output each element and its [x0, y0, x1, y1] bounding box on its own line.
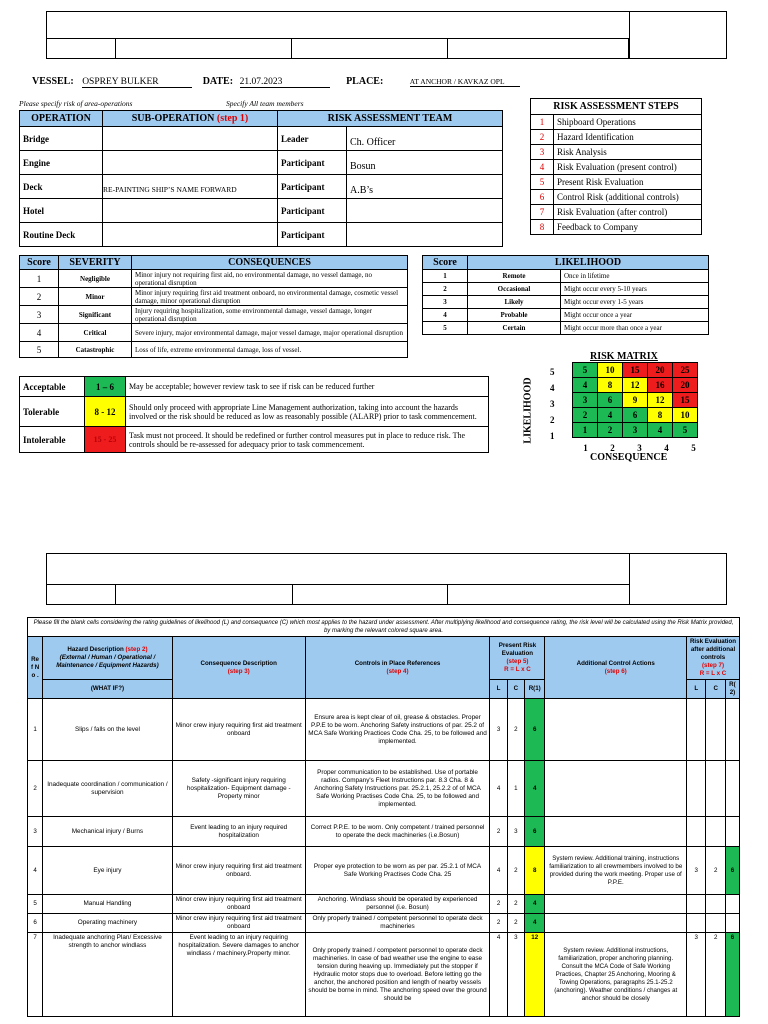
consequence-cell: Minor crew injury requiring first aid treatment onboard [172, 895, 305, 914]
sub-op [103, 151, 278, 175]
likelihood-header: LIKELIHOOD [468, 256, 709, 270]
matrix-cell: 9 [623, 393, 648, 408]
hazard-cell: Inadequate coordination / communication / supervision [43, 761, 173, 817]
steps-title: RISK ASSESSMENT STEPS [531, 99, 702, 115]
additional-actions-cell[interactable] [545, 914, 687, 933]
C2-cell[interactable] [706, 699, 725, 761]
ref-cell: 7 [28, 933, 43, 1017]
ref-cell: 2 [28, 761, 43, 817]
R1-cell: 12 [524, 933, 545, 1017]
matrix-col-label: 2 [610, 443, 615, 453]
R2-cell [725, 761, 739, 817]
ref-header: Re f No . [28, 637, 43, 699]
L2-cell[interactable] [687, 817, 706, 847]
operations-table [19, 110, 503, 247]
severity-name: Catastrophic [59, 342, 132, 358]
acceptability-desc: Should only proceed with appropriate Line Management authorization, taking into account the hazards involved or the risk should be reduced as low as reasonably possible (ALARP) prior to task commencement. [126, 397, 489, 427]
likelihood-table [422, 255, 709, 335]
R1-cell: 6 [524, 699, 545, 761]
hazard-row [28, 761, 740, 817]
step-label: Risk Analysis [554, 145, 702, 160]
severity-score: 4 [20, 324, 59, 342]
C2-cell[interactable] [706, 761, 725, 817]
likelihood-score: 2 [423, 283, 468, 296]
controls-cell: Correct P.P.E. to be worn. Only competent / trained personnel to operate the deck machineries (i.e.Bosun) [305, 817, 490, 847]
additional-actions-cell[interactable] [545, 817, 687, 847]
top-header-box [46, 11, 727, 59]
sub-op[interactable]: RE-PAINTING SHIP’S NAME FORWARD [103, 175, 278, 199]
matrix-col-label: 5 [691, 443, 696, 453]
likelihood-name: Occasional [468, 283, 561, 296]
L-cell[interactable]: 4 [490, 933, 507, 1017]
likelihood-desc: Might occur every 1-5 years [561, 296, 709, 309]
severity-score: 3 [20, 306, 59, 324]
risk-matrix-title: RISK MATRIX [590, 351, 658, 362]
acceptability-level: Acceptable [20, 377, 85, 397]
likelihood-desc: Might occur every 5-10 years [561, 283, 709, 296]
place-value: AT ANCHOR / KAVKAZ OPL [410, 77, 520, 87]
likelihood-desc: Might occur more than once a year [561, 322, 709, 335]
team-role: Participant [278, 199, 347, 223]
severity-desc: Minor injury not requiring first aid, no environmental damage, no vessel damage, no operational disruption [132, 270, 408, 288]
R2-cell [725, 817, 739, 847]
C2-header: C [706, 680, 725, 699]
matrix-row-label: 3 [550, 399, 555, 409]
matrix-row-label: 4 [550, 383, 555, 393]
matrix-cell: 4 [573, 378, 598, 393]
likelihood-name: Probable [468, 309, 561, 322]
acceptability-range: 1 – 6 [85, 377, 126, 397]
L2-cell[interactable] [687, 895, 706, 914]
place-label: PLACE: [346, 76, 384, 87]
severity-name: Critical [59, 324, 132, 342]
team-role: Leader [278, 127, 347, 151]
acceptability-level: Tolerable [20, 397, 85, 427]
consequence-cell: Event leading to an injury requiring hospitalization. Severe damages to anchor windlass / machinery.Property minor. [172, 933, 305, 1017]
matrix-cell: 8 [648, 408, 673, 423]
controls-cell: Anchoring. Windlass should be operated by experienced personnel (i.e. Bosun) [305, 895, 490, 914]
hazard-row [28, 699, 740, 761]
risk-matrix [572, 362, 698, 438]
step-number: 5 [531, 175, 554, 190]
matrix-cell: 3 [623, 423, 648, 438]
team-member[interactable]: A.B’s [347, 175, 503, 199]
acceptability-desc: Task must not proceed. It should be redefined or further control measures put in place to reduce risk. The controls should be re-assessed for adequacy prior to task commencement. [126, 427, 489, 453]
step-number: 7 [531, 205, 554, 220]
op-name: Bridge [20, 127, 103, 151]
R2-cell [725, 914, 739, 933]
R1-cell: 4 [524, 761, 545, 817]
C2-cell[interactable] [706, 817, 725, 847]
whatif-header: (WHAT IF?) [43, 680, 173, 699]
severity-score: 5 [20, 342, 59, 358]
hazard-cell: Slips / falls on the level [43, 699, 173, 761]
additional-actions-cell[interactable] [545, 895, 687, 914]
step-number: 3 [531, 145, 554, 160]
L-cell[interactable]: 4 [490, 761, 507, 817]
consequence-axis-label: CONSEQUENCE [590, 452, 668, 463]
C2-cell[interactable] [706, 895, 725, 914]
present-risk-header: Present Risk Evaluation (step 5) R = L x C [490, 637, 545, 680]
ref-cell: 5 [28, 895, 43, 914]
matrix-cell: 20 [673, 378, 698, 393]
C-cell[interactable]: 1 [507, 761, 524, 817]
additional-actions-header: Additional Control Actions (step 6) [545, 637, 687, 699]
L2-cell[interactable] [687, 761, 706, 817]
controls-cell: Ensure area is kept clear of oil, grease & obstacles. Proper P.P.E to be worn. Anchoring Safety instructions of par. 25.2 of MCA Safe Working Practices Code Cha. 25, to be followed and implemented. [305, 699, 490, 761]
team-role: Participant [278, 151, 347, 175]
R1-header: R(1) [524, 680, 545, 699]
after-risk-header: Risk Evaluation after additional controls (step 7) R = L x C [687, 637, 740, 680]
matrix-cell: 6 [623, 408, 648, 423]
consequence-cell: Minor crew injury requiring first aid treatment onboard [172, 699, 305, 761]
matrix-cell: 5 [573, 363, 598, 378]
R2-cell: 6 [725, 847, 739, 895]
additional-actions-cell[interactable]: System review. Additional training, instructions familiarization to all crewmembers involved to be provided during the work meeting. Proper use of P.P.E. [545, 847, 687, 895]
step-number: 6 [531, 190, 554, 205]
matrix-cell: 8 [598, 378, 623, 393]
L-cell[interactable]: 2 [490, 914, 507, 933]
acceptability-range: 8 - 12 [85, 397, 126, 427]
step-number: 2 [531, 130, 554, 145]
matrix-cell: 12 [623, 378, 648, 393]
hazard-cell: Mechanical injury / Burns [43, 817, 173, 847]
matrix-cell: 10 [673, 408, 698, 423]
L2-cell[interactable] [687, 699, 706, 761]
step-label: Risk Evaluation (after control) [554, 205, 702, 220]
matrix-cell: 10 [598, 363, 623, 378]
matrix-cell: 2 [598, 423, 623, 438]
hazard-row [28, 817, 740, 847]
second-header-box [46, 553, 727, 605]
matrix-col-label: 1 [583, 443, 588, 453]
step-number: 1 [531, 115, 554, 130]
matrix-cell: 12 [648, 393, 673, 408]
matrix-row-label: 2 [550, 415, 555, 425]
ref-cell: 3 [28, 817, 43, 847]
matrix-cell: 15 [673, 393, 698, 408]
R1-cell: 4 [524, 895, 545, 914]
hazard-row [28, 933, 740, 1017]
C-cell[interactable]: 3 [507, 933, 524, 1017]
op-name: Routine Deck [20, 223, 103, 247]
matrix-cell: 6 [598, 393, 623, 408]
ref-cell: 1 [28, 699, 43, 761]
consequence-cell: Event leading to an injury required hospitalization [172, 817, 305, 847]
team-note: Specify All team members [226, 99, 304, 108]
R2-cell [725, 895, 739, 914]
acceptability-table [19, 376, 489, 453]
severity-desc: Loss of life, extreme environmental damage, loss of vessel. [132, 342, 408, 358]
L-cell[interactable]: 2 [490, 895, 507, 914]
C-cell[interactable]: 2 [507, 895, 524, 914]
acceptability-desc: May be acceptable; however review task to see if risk can be reduced further [126, 377, 489, 397]
date-value: 21.07.2023 [240, 77, 330, 88]
likelihood-score: 1 [423, 270, 468, 283]
matrix-row-labels [550, 364, 555, 444]
L2-header: L [687, 680, 706, 699]
C-cell[interactable]: 2 [507, 699, 524, 761]
additional-actions-cell[interactable] [545, 761, 687, 817]
severity-table [19, 255, 408, 358]
likelihood-axis-label: LIKELIHOOD [522, 377, 534, 444]
L-cell[interactable]: 4 [490, 847, 507, 895]
acceptability-level: Intolerable [20, 427, 85, 453]
hazard-cell: Operating machinery [43, 914, 173, 933]
op-name: Hotel [20, 199, 103, 223]
consequence-header: Consequence Description (step 3) [172, 637, 305, 699]
likelihood-name: Likely [468, 296, 561, 309]
risk-steps-table [530, 98, 702, 235]
vessel-label: VESSEL: [32, 76, 74, 87]
C-cell[interactable]: 2 [507, 914, 524, 933]
hazard-table [27, 617, 740, 1017]
controls-cell: Only properly trained / competent personnel to operate deck machineries. In case of bad weather use the engine to ease tension during heaving up. Immediately put the stopper if Hydraulic motor stops due to overload. Before letting go the anchor, the anchored position and length of nearby vessels should be borne in mind. The anchoring speed over the ground should be [305, 933, 490, 1017]
matrix-row-label: 5 [550, 367, 555, 377]
controls-cell: Proper communication to be established. Use of portable radios. Company's Fleet Instructions par. 8.3 Cha. 8 & Anchoring Safety Instructions par. 25.2.1, 25.2.2 of of MCA Safe Working Practises Code Cha. 25, to be followed and implemented. [305, 761, 490, 817]
likelihood-score-header: Score [423, 256, 468, 270]
matrix-cell: 3 [573, 393, 598, 408]
additional-actions-cell[interactable]: System review. Additional instructions, familiarization, proper anchoring planning. Consult the MCA Code of Safe Working Practices, Chapter 25 Anchoring, Mooring & Towing Operations, paragraphs 25.1-25.2 (anchoring). Weather conditions / changes at anchor should be closely [545, 933, 687, 1017]
team-header: RISK ASSESSMENT TEAM [278, 111, 503, 127]
step-number: 8 [531, 220, 554, 235]
matrix-col-label: 4 [664, 443, 669, 453]
hazard-row [28, 914, 740, 933]
L-header: L [490, 680, 507, 699]
matrix-cell: 15 [623, 363, 648, 378]
instructions: Please fill the blank cells considering the rating guidelines of likelihood (L) and consequence (C) which most applies to the hazard under assessment. After multiplying likelihood and consequence rating, the risk level will be calculated using the Risk Matrix provided, by marking the relevant colored square area. [28, 618, 740, 637]
step-label: Risk Evaluation (present control) [554, 160, 702, 175]
hazard-row [28, 847, 740, 895]
R2-cell: 6 [725, 933, 739, 1017]
hazard-row [28, 895, 740, 914]
hazard-header: Hazard Description (step 2) (External / Human / Operational / Maintenance / Equipment Hazards) [43, 637, 173, 680]
matrix-cell: 1 [573, 423, 598, 438]
consequences-header: CONSEQUENCES [132, 256, 408, 270]
sub-operation-header: SUB-OPERATION (step 1) [103, 111, 278, 127]
op-name: Deck [20, 175, 103, 199]
severity-desc: Minor injury requiring first aid treatment onboard, no environmental damage, cosmetic vessel damage, minor operational disruption [132, 288, 408, 306]
matrix-cell: 5 [673, 423, 698, 438]
controls-cell: Only properly trained / competent personnel to operate deck machineries [305, 914, 490, 933]
likelihood-score: 5 [423, 322, 468, 335]
C-cell[interactable]: 2 [507, 847, 524, 895]
likelihood-score: 4 [423, 309, 468, 322]
severity-desc: Injury requiring hospitalization, some environmental damage, vessel damage, longer operational disruption [132, 306, 408, 324]
likelihood-name: Certain [468, 322, 561, 335]
controls-header: Controls in Place References (step 4) [305, 637, 490, 699]
R1-cell: 6 [524, 817, 545, 847]
matrix-cell: 25 [673, 363, 698, 378]
step-label: Shipboard Operations [554, 115, 702, 130]
C-cell[interactable]: 3 [507, 817, 524, 847]
matrix-cell: 20 [648, 363, 673, 378]
likelihood-score: 3 [423, 296, 468, 309]
severity-name: Negligible [59, 270, 132, 288]
sub-op [103, 223, 278, 247]
matrix-cell: 2 [573, 408, 598, 423]
matrix-row-label: 1 [550, 431, 555, 441]
C-header: C [507, 680, 524, 699]
operation-header: OPERATION [20, 111, 103, 127]
consequence-cell: Minor crew injury requiring first aid treatment onboard. [172, 847, 305, 895]
team-member[interactable] [347, 199, 503, 223]
severity-name: Minor [59, 288, 132, 306]
C2-cell[interactable]: 2 [706, 847, 725, 895]
step-number: 4 [531, 160, 554, 175]
C2-cell[interactable]: 2 [706, 933, 725, 1017]
area-note: Please specify risk of area-operations [19, 99, 133, 108]
step-label: Feedback to Company [554, 220, 702, 235]
severity-score-header: Score [20, 256, 59, 270]
hazard-cell: Manual Handling [43, 895, 173, 914]
team-member[interactable] [347, 223, 503, 247]
op-name: Engine [20, 151, 103, 175]
hazard-cell: Eye injury [43, 847, 173, 895]
L2-cell[interactable]: 3 [687, 933, 706, 1017]
controls-cell: Proper eye protection to be worn as per par. 25.2.1 of MCA Safe Working Practises Code Cha. 25 [305, 847, 490, 895]
matrix-cell: 4 [598, 408, 623, 423]
severity-score: 1 [20, 270, 59, 288]
R1-cell: 4 [524, 914, 545, 933]
C2-cell[interactable] [706, 914, 725, 933]
R2-header: R( 2) [725, 680, 739, 699]
date-label: DATE: [202, 76, 234, 87]
likelihood-desc: Once in lifetime [561, 270, 709, 283]
sub-op [103, 199, 278, 223]
vessel-value: OSPREY BULKER [82, 77, 192, 88]
likelihood-name: Remote [468, 270, 561, 283]
R1-cell: 8 [524, 847, 545, 895]
vessel-line [32, 76, 752, 88]
ref-cell: 4 [28, 847, 43, 895]
additional-actions-cell[interactable] [545, 699, 687, 761]
L-cell[interactable]: 2 [490, 817, 507, 847]
team-member[interactable]: Ch. Officer [347, 127, 503, 151]
acceptability-range: 15 - 25 [85, 427, 126, 453]
hazard-cell: Inadequate anchoring Plan/ Excessive strength to anchor windlass [43, 933, 173, 1017]
severity-score: 2 [20, 288, 59, 306]
L2-cell[interactable]: 3 [687, 847, 706, 895]
matrix-cell: 4 [648, 423, 673, 438]
step-label: Control Risk (additional controls) [554, 190, 702, 205]
team-role: Participant [278, 223, 347, 247]
ref-cell: 6 [28, 914, 43, 933]
step-label: Present Risk Evaluation [554, 175, 702, 190]
L-cell[interactable]: 3 [490, 699, 507, 761]
matrix-col-label: 3 [637, 443, 642, 453]
R2-cell [725, 699, 739, 761]
matrix-cell: 16 [648, 378, 673, 393]
severity-desc: Severe injury, major environmental damage, major vessel damage, major operational disruption [132, 324, 408, 342]
consequence-cell: Safety -significant injury requiring hospitalization- Equipment damage - Property minor [172, 761, 305, 817]
L2-cell[interactable] [687, 914, 706, 933]
team-member[interactable]: Bosun [347, 151, 503, 175]
consequence-cell: Minor crew injury requiring first aid treatment onboard [172, 914, 305, 933]
team-role: Participant [278, 175, 347, 199]
severity-name: Significant [59, 306, 132, 324]
severity-header: SEVERITY [59, 256, 132, 270]
sub-op [103, 127, 278, 151]
likelihood-desc: Might occur once a year [561, 309, 709, 322]
step-label: Hazard Identification [554, 130, 702, 145]
